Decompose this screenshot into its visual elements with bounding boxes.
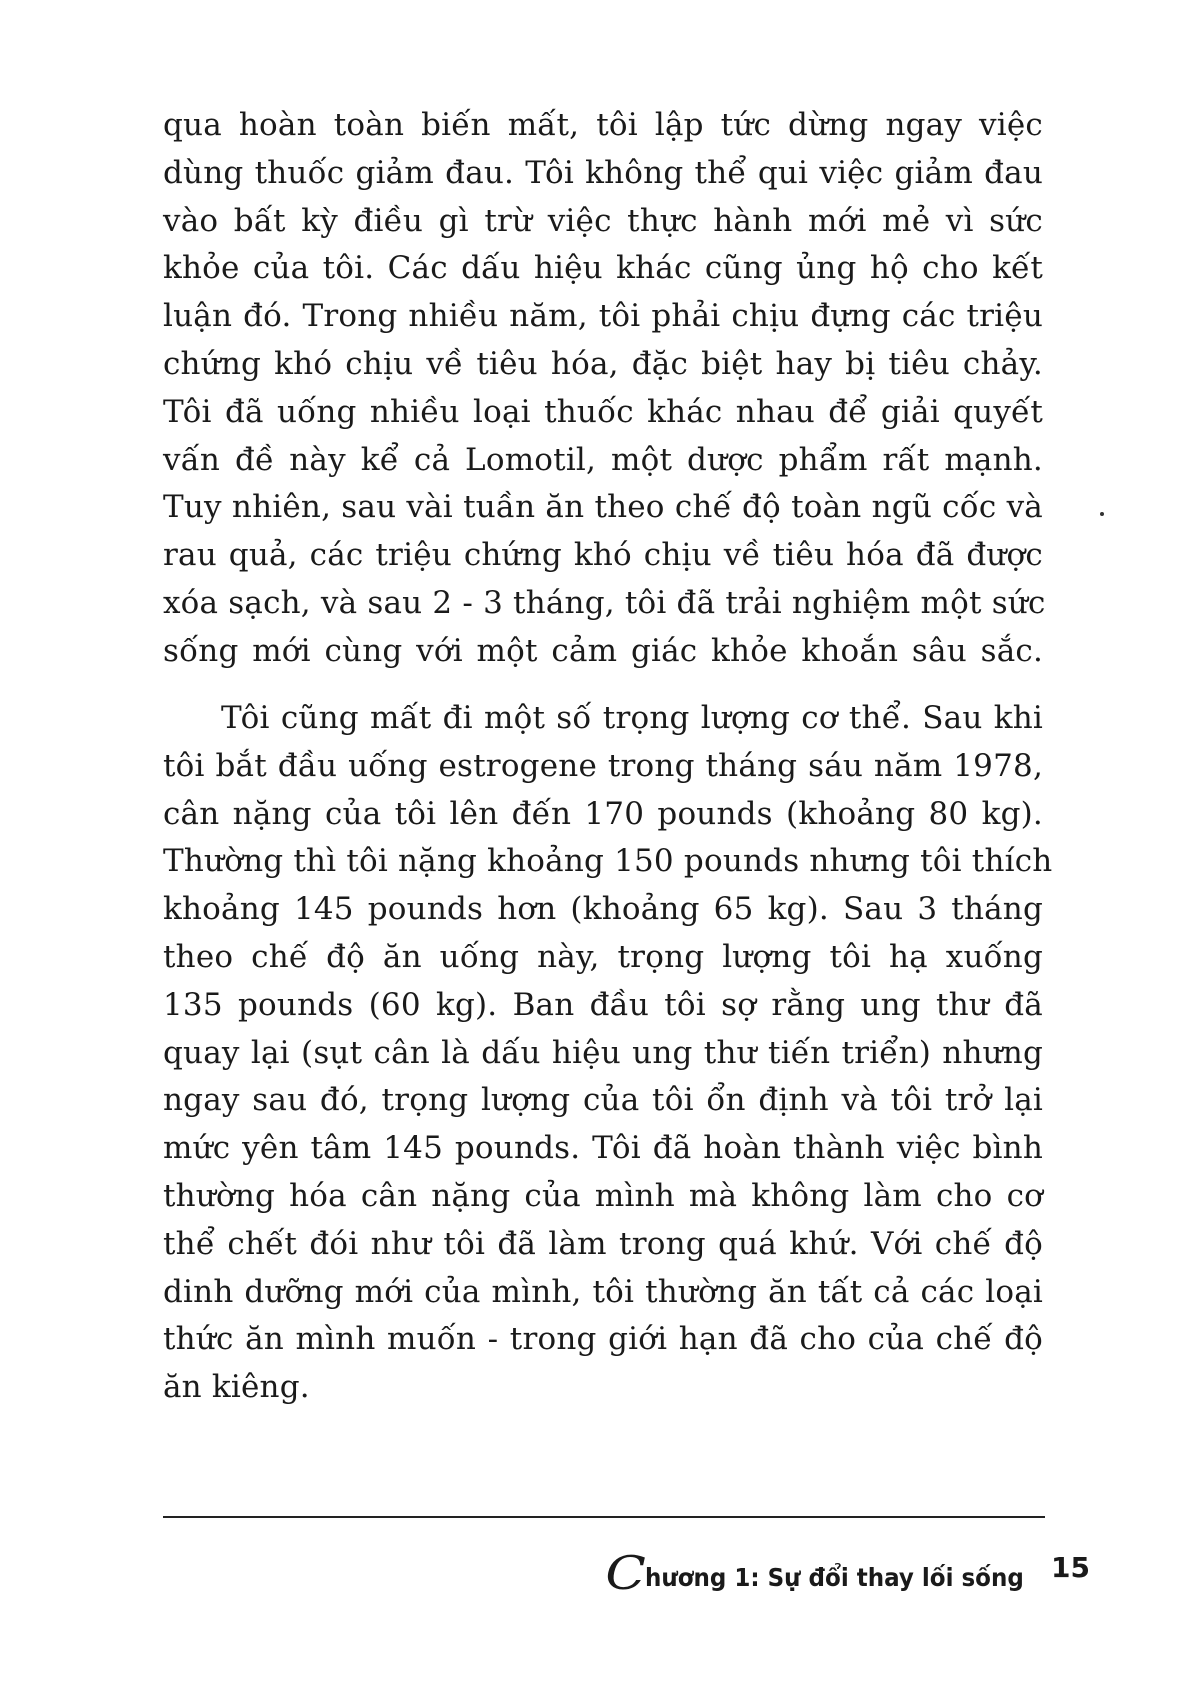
running-footer	[605, 1544, 1090, 1600]
chapter-initial: C	[605, 1546, 646, 1600]
text-line: vấn đề này kể cả Lomotil, một dược phẩm rất mạnh.	[163, 441, 1043, 478]
text-line: thể chết đói như tôi đã làm trong quá khứ. Với chế độ	[163, 1225, 1043, 1262]
page-number: 15	[1051, 1551, 1090, 1584]
text-line: tôi bắt đầu uống estrogene trong tháng sáu năm 1978,	[163, 747, 1043, 784]
text-line: rau quả, các triệu chứng khó chịu về tiêu hóa đã được	[163, 537, 1043, 574]
text-line: khoảng 145 pounds hơn (khoảng 65 kg). Sau 3 tháng	[163, 891, 1043, 928]
paragraph-2	[163, 695, 1053, 1412]
chapter-title: hương 1: Sự đổi thay lối sống	[645, 1563, 1025, 1592]
text-line: Thường thì tôi nặng khoảng 150 pounds nhưng tôi thích	[163, 843, 1053, 880]
text-line: chứng khó chịu về tiêu hóa, đặc biệt hay bị tiêu chảy.	[163, 345, 1043, 382]
text-line: 135 pounds (60 kg). Ban đầu tôi sợ rằng ung thư đã	[163, 986, 1043, 1023]
text-line: vào bất kỳ điều gì trừ việc thực hành mới mẻ vì sức	[163, 202, 1043, 239]
text-line: thường hóa cân nặng của mình mà không làm cho cơ	[163, 1177, 1043, 1214]
paragraph-1	[163, 102, 1046, 676]
text-line: dinh dưỡng mới của mình, tôi thường ăn tất cả các loại	[163, 1273, 1043, 1310]
text-line: luận đó. Trong nhiều năm, tôi phải chịu đựng các triệu	[163, 298, 1043, 335]
text-line: Tôi đã uống nhiều loại thuốc khác nhau để giải quyết	[163, 393, 1043, 430]
print-speck	[1100, 512, 1104, 516]
text-line: khỏe của tôi. Các dấu hiệu khác cũng ủng hộ cho kết	[163, 250, 1043, 287]
text-line: quay lại (sụt cân là dấu hiệu ung thư tiến triển) nhưng	[163, 1034, 1043, 1071]
text-line: ăn kiêng.	[163, 1369, 310, 1406]
text-line: Tôi cũng mất đi một số trọng lượng cơ thể. Sau khi	[221, 700, 1043, 736]
text-line: Tuy nhiên, sau vài tuần ăn theo chế độ toàn ngũ cốc và	[163, 489, 1043, 526]
text-line: sống mới cùng với một cảm giác khỏe khoắn sâu sắc.	[163, 632, 1043, 669]
text-line: thức ăn mình muốn - trong giới hạn đã cho của chế độ	[163, 1321, 1043, 1358]
text-line: dùng thuốc giảm đau. Tôi không thể qui việc giảm đau	[163, 154, 1043, 191]
text-line: qua hoàn toàn biến mất, tôi lập tức dừng ngay việc	[163, 107, 1043, 143]
text-line: cân nặng của tôi lên đến 170 pounds (khoảng 80 kg).	[163, 795, 1043, 832]
footer-divider	[163, 1516, 1045, 1518]
text-line: mức yên tâm 145 pounds. Tôi đã hoàn thành việc bình	[163, 1130, 1043, 1167]
text-line: xóa sạch, và sau 2 - 3 tháng, tôi đã trải nghiệm một sức	[163, 584, 1046, 621]
text-line: theo chế độ ăn uống này, trọng lượng tôi hạ xuống	[163, 938, 1043, 975]
text-line: ngay sau đó, trọng lượng của tôi ổn định và tôi trở lại	[163, 1082, 1043, 1119]
